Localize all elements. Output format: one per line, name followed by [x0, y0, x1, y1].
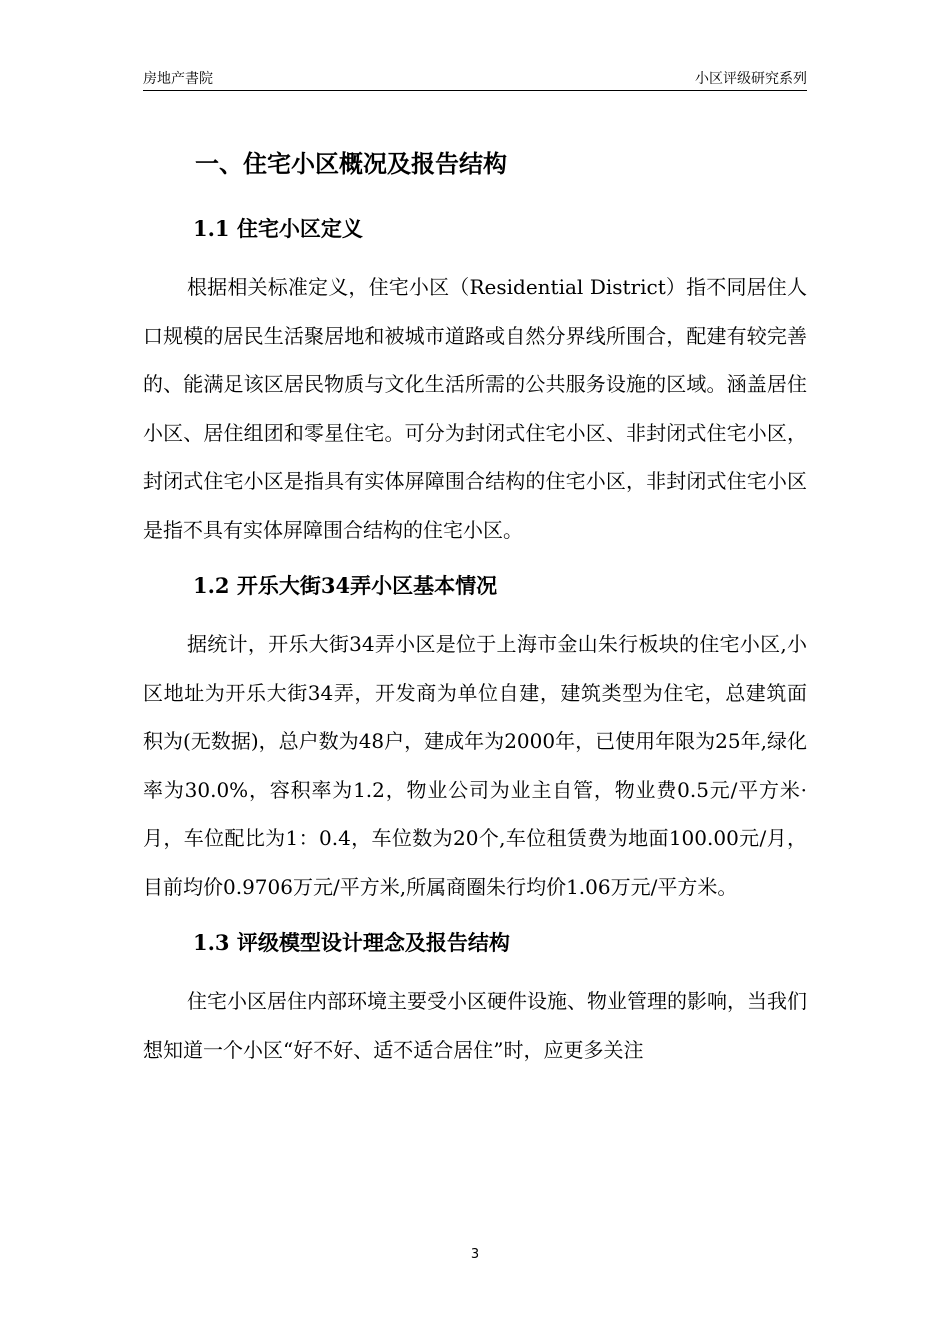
header-series-title: 小区评级研究系列 [695, 71, 807, 87]
page-header [143, 68, 807, 90]
chapter-title: 一、住宅小区概况及报告结构 [195, 149, 507, 178]
section-paragraph-1-1: 根据相关标准定义，住宅小区（Residential District）指不同居住人口规模的居民生活聚居地和被城市道路或自然分界线所围合，配建有较完善的、能满足该区居民物质与文化生活所需的公共服务设施的区域。涵盖居住小区、居住组团和零星住宅。可分为封闭式住宅小区、非封闭式住宅小区，封闭式住宅小区是指具有实体屏障围合结构的住宅小区，非封闭式住宅小区是指不具有实体屏障围合结构的住宅小区。 [143, 275, 807, 542]
page-number: 3 [470, 1247, 480, 1262]
section-heading-1-1: 1.1 住宅小区定义 [193, 216, 363, 241]
section-heading-1-3: 1.3 评级模型设计理念及报告结构 [193, 930, 510, 955]
header-divider [143, 90, 807, 91]
section-heading-1-2: 1.2 开乐大街34弄小区基本情况 [193, 573, 498, 598]
section-paragraph-1-2: 据统计，开乐大街34弄小区是位于上海市金山朱行板块的住宅小区,小区地址为开乐大街34弄，开发商为单位自建，建筑类型为住宅，总建筑面积为(无数据)，总户数为48户，建成年为2000年，已使用年限为25年,绿化率为30.0%，容积率为1.2，物业公司为业主自管，物业费0.5元/平方米·月，车位配比为1：0.4，车位数为20个,车位租赁费为地面100.00元/月，目前均价0.9706万元/平方米,所属商圈朱行均价1.06万元/平方米。 [143, 632, 807, 899]
page-content [143, 136, 807, 1074]
section-paragraph-1-3: 住宅小区居住内部环境主要受小区硬件设施、物业管理的影响，当我们想知道一个小区“好不好、适不适合居住”时，应更多关注 [143, 989, 807, 1062]
header-publisher: 房地产書院 [143, 71, 213, 87]
